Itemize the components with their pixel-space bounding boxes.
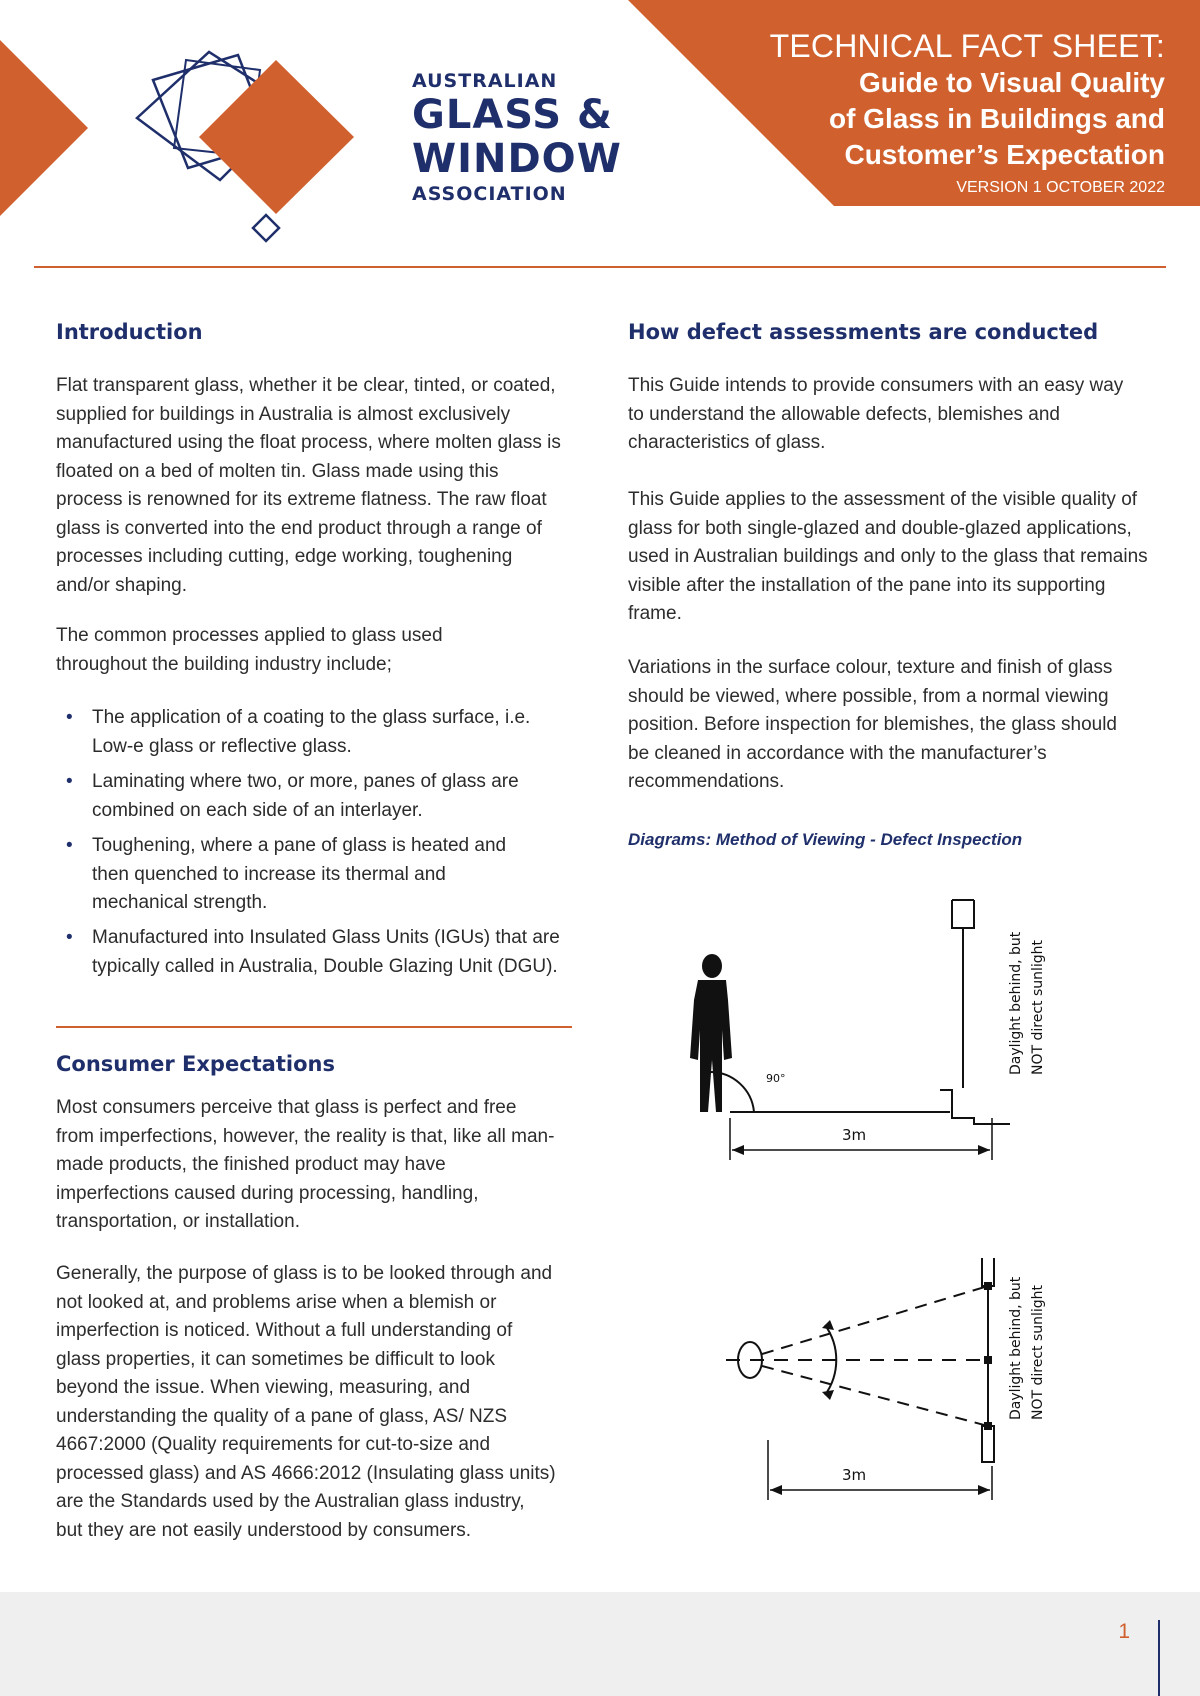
defect-paragraph-1: This Guide intends to provide consumers with an easy way to understand the allowable defects, blemishes and characteristics of glass. bbox=[628, 375, 1124, 453]
side-view-diagram bbox=[710, 900, 1010, 1160]
document-title-line-1: Guide to Visual Quality bbox=[859, 67, 1165, 98]
daylight-label-line-1b: Daylight behind, but bbox=[1008, 1276, 1024, 1420]
section-divider bbox=[56, 1026, 572, 1028]
consumer-expectations-heading: Consumer Expectations bbox=[56, 1052, 335, 1076]
defect-assessment-heading: How defect assessments are conducted bbox=[628, 320, 1099, 344]
document-title-line-3: Customer’s Expectation bbox=[844, 139, 1165, 170]
daylight-label-line-2: NOT direct sunlight bbox=[1030, 939, 1046, 1075]
document-title-line-2: of Glass in Buildings and bbox=[828, 103, 1165, 134]
list-item: • Laminating where two, or more, panes of glass are combined on each side of an interlayer. bbox=[56, 768, 572, 825]
defect-paragraph-3: Variations in the surface colour, texture and finish of glass should be viewed, where possible, from a normal viewing position. Before inspection for blemishes, the glass should be cleaned in accordance with the manufacturer’s recommendations. bbox=[628, 657, 1117, 792]
wordmark-line-2: GLASS & bbox=[412, 92, 613, 138]
introduction-heading: Introduction bbox=[56, 320, 203, 344]
viewing-diagrams bbox=[620, 880, 1080, 1520]
footer-accent-bar bbox=[1158, 1620, 1160, 1696]
wordmark-line-4: ASSOCIATION bbox=[412, 183, 567, 205]
list-item: • Manufactured into Insulated Glass Units (IGUs) that are typically called in Australia, Double Glazing Unit (DGU). bbox=[56, 924, 572, 981]
diagram-caption: Diagrams: Method of Viewing - Defect Inspection bbox=[628, 830, 1023, 849]
introduction-paragraph-1: Flat transparent glass, whether it be clear, tinted, or coated, supplied for buildings in Australia is almost exclusively manufactured using the float process, where molten glass is floated on a bed of molten tin. Glass made using this process is renowned for its extreme flatness. The raw float glass is converted into the end product through a range of processes including cutting, edge working, toughening and/or shaping. bbox=[56, 375, 561, 596]
plan-view-markers bbox=[822, 1282, 992, 1430]
document-kicker: TECHNICAL FACT SHEET: bbox=[769, 28, 1165, 64]
document-title-block bbox=[770, 28, 1165, 197]
list-item: • Toughening, where a pane of glass is heated and then quenched to increase its thermal and mechanical strength. bbox=[56, 832, 532, 918]
wordmark-line-1: AUSTRALIAN bbox=[412, 70, 558, 92]
wordmark-line-3: WINDOW bbox=[412, 136, 622, 182]
page-footer bbox=[0, 1592, 1200, 1696]
document-version: VERSION 1 OCTOBER 2022 bbox=[956, 179, 1165, 196]
plan-view-diagram bbox=[726, 1258, 994, 1500]
daylight-label-line-2b: NOT direct sunlight bbox=[1030, 1284, 1046, 1420]
defect-paragraph-2: This Guide applies to the assessment of the visible quality of glass for both single-glazed and double-glazed applications, used in Australian buildings and only to the glass that remains visible after the installation of the pane into its supporting frame. bbox=[628, 489, 1148, 624]
consumer-paragraph-2: Generally, the purpose of glass is to be looked through and not looked at, and problems arise when a blemish or imperfection is noticed. Without a full understanding of glass properties, it can sometimes be difficult to look beyond the issue. When viewing, measuring, and understanding the quality of a pane of glass, AS/ NZS 4667:2000 (Quality requirements for cut-to-size and processed glass) and AS 4666:2012 (Insulating glass units) are the Standards used by the Australian glass industry, but they are not easily understood by consumers. bbox=[56, 1263, 556, 1541]
list-item: • The application of a coating to the glass surface, i.e. Low-e glass or reflective glass. bbox=[56, 704, 572, 761]
consumer-paragraph-1: Most consumers perceive that glass is perfect and free from imperfections, however, the reality is that, like all man-made products, the finished product may have imperfections caused during processing, handling, transportation, or installation. bbox=[56, 1097, 555, 1232]
distance-label-1: 3m bbox=[842, 1126, 867, 1144]
page-number: 1 bbox=[1118, 1620, 1130, 1643]
daylight-label-line-1: Daylight behind, but bbox=[1008, 931, 1024, 1075]
angle-label: 90° bbox=[766, 1072, 786, 1085]
distance-label-2: 3m bbox=[842, 1466, 867, 1484]
introduction-paragraph-2: The common processes applied to glass used throughout the building industry include; bbox=[56, 625, 443, 675]
person-silhouette-icon bbox=[690, 954, 732, 1112]
